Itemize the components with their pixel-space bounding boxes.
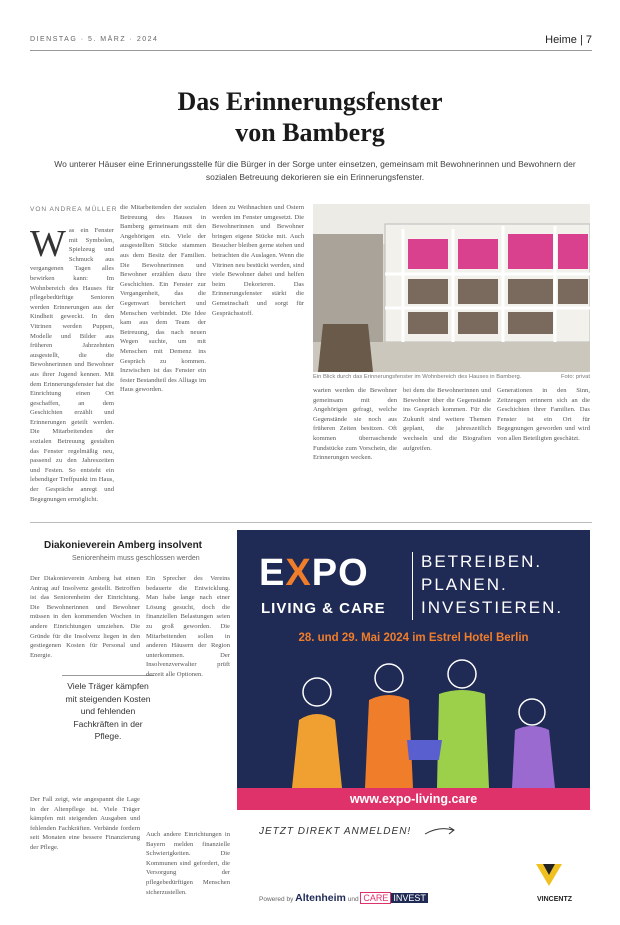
living-care-label: LIVING & CARE: [261, 600, 386, 617]
powered-label: Powered by: [259, 896, 294, 903]
powered-by: [259, 892, 428, 904]
article-photo: [313, 204, 590, 372]
ad-footer: [237, 810, 590, 917]
tagline-1: BETREIBEN.: [421, 552, 543, 571]
article-column-5: bei dem die Bewohnerinnen und Bewohner über die Gegenstände ins Gespräch kommen. Für die Zukunft sind weitere Themen geplant, die jahreszeitlich wechseln und die Biografien aufgreifen.: [403, 387, 491, 452]
vincentz-label: VINCENTZ: [537, 896, 572, 903]
und-label: und: [347, 896, 359, 903]
expo-logo: [259, 552, 369, 595]
photo-caption: [313, 374, 590, 380]
title-line-2: von Bamberg: [235, 118, 385, 147]
diakonie-column-2: Ein Sprecher des Vereins bedauerte die Entwicklung. Man habe lange nach einer Lösung gesucht, doch die finanziellen Belastungen seien zu groß geworden. Die Mitarbeitenden sollen in anderen Häusern der Region unterkommen. Der Insolvenzverwalter prüft derzeit alle Optionen.: [146, 575, 230, 678]
article-column-3: Ideen zu Weihnachten und Ostern werden im Fenster umgesetzt. Die Bewohnerinnen und Bewohner bringen eigene Stücke mit. Auch Besucher bleiben gerne stehen und betrachten die Auslagen. Wenn die Vitrinen neu bestückt werden, sind viele Bewohner dabei und helfen beim Dekorieren. Das Erinnerungsfenster stärkt die Gemeinschaft und sorgt für Gesprächsstoff.: [212, 204, 304, 317]
care-logo: CARE: [360, 892, 391, 904]
tagline-2: PLANEN.: [421, 575, 508, 594]
article-column-2: die Mitarbeitenden der sozialen Betreuung des Hauses in Bamberg gemeinsam mit den Angehörigen ein. Viele der ausgestellten Stücke stammen aus dem Besitz der Familien. Die Bewohnerinnen und Bewohner erzählen dazu ihre Geschichten. Ein Fenster zur Vergangenheit, das die Gegenwart bereichert und Menschen verbindet. Die Idee kam aus dem Team der Betreuung, das nach neuen Wegen suchte, um mit Menschen mit Demenz ins Gespräch zu kommen. Inzwischen ist das Fenster ein fester Bestandteil des Alltags im Haus geworden.: [120, 204, 206, 394]
section-divider: [30, 522, 592, 523]
tagline-3: INVESTIEREN.: [421, 598, 564, 617]
event-url[interactable]: www.expo-living.care: [237, 788, 590, 810]
diakonie-column-1b: Der Fall zeigt, wie angespannt die Lage in der Altenpflege ist. Viele Träger kämpfen mit steigenden Ausgaben und fehlenden Fachkräften. Verbände fordern seit Monaten eine bessere Finanzierung der Pflege.: [30, 796, 140, 851]
diakonie-subtitle: Seniorenheim muss geschlossen werden: [72, 555, 200, 562]
article-column-1: [30, 226, 114, 516]
title-line-1: Das Erinnerungsfenster: [177, 87, 443, 116]
logo-po: PO: [311, 552, 369, 594]
logo-e: E: [259, 552, 286, 594]
diakonie-column-1: Der Diakonieverein Amberg hat einen Antrag auf Insolvenz gestellt. Betroffen ist das Seniorenheim der Einrichtung. Die Bewohnerinnen und Bewohner müssen in den kommenden Wochen in andere Einrichtungen umziehen. Die Gründe für die Insolvenz liegen in den gestiegenen Kosten für Personal und Energie.: [30, 575, 140, 659]
register-cta[interactable]: JETZT DIREKT ANMELDEN!: [259, 826, 412, 837]
article-title: [0, 86, 620, 148]
altenheim-logo: Altenheim: [295, 892, 346, 904]
logo-x: X: [285, 552, 312, 594]
vincentz-logo-icon: [534, 860, 564, 890]
diakonie-title: Diakonieverein Amberg insolvent: [44, 540, 203, 551]
page-header: [30, 34, 592, 51]
caption-text: Ein Blick durch das Erinnerungsfenster im Wohnbereich des Hauses in Bamberg.: [313, 374, 522, 380]
invest-logo: INVEST: [393, 893, 426, 903]
photo-credit: Foto: privat: [561, 374, 590, 380]
people-illustration: [257, 650, 570, 788]
arrow-icon: [423, 824, 459, 838]
column-text: as ein Fenster mit Symbolen, Spielzeug und Schmuck aus vergangenen Tagen alles bewirken kann: Im Wohnbereich des Hauses für pflegebedürftige Senioren werden Erinnerungen aus der Kindheit geweckt. In den Vitrinen werden Puppen, Modelle und Bilder aus früheren Jahrzehnten ausgestellt, die die Bewohnerinnen und Bewohner aus ihrer Jugend kennen. Mit dem Erinnerungsfenster hat die Einrichtung einen Ort geschaffen, an dem Geschichten erzählt und Erinnerungen geteilt werden. Die Mitarbeitenden der sozialen Betreuung gestalten das Fenster regelmäßig neu, passend zu den Jahreszeiten und Festen. So entsteht ein lebendiger Treffpunkt im Haus, der Gespräche anregt und Begegnungen ermöglicht.: [30, 227, 114, 503]
header-section-page: Heime | 7: [545, 34, 592, 46]
display-window-illustration: [313, 204, 590, 372]
diakonie-column-2b: Auch andere Einrichtungen in Bayern melden finanzielle Schwierigkeiten. Die Kommunen sind gefordert, die Versorgung der pflegebedürftigen Menschen sicherzustellen.: [146, 831, 230, 896]
expo-advertisement[interactable]: [237, 530, 590, 917]
event-date: 28. und 29. Mai 2024 im Estrel Hotel Berlin: [298, 632, 529, 644]
article-column-4: warten werden die Bewohner gemeinsam mit den Angehörigen gefragt, welche Gegenstände sie noch aus früheren Zeiten besitzen. Oft kommen überraschende Fundstücke zum Vorschein, die Erinnerungen wecken.: [313, 387, 397, 462]
header-date: DIENSTAG · 5. MÄRZ · 2024: [30, 36, 159, 43]
article-lead: Wo unterer Häuser eine Erinnerungsstelle für die Bürger in der Sorge unter einsetzen, gemeinsam mit Bewohnerinnen und Bewohnern der sozialen Betreuung dekorieren sie ein Erinnerungsfenster.: [54, 159, 576, 182]
article-author: VON ANDREA MÜLLER: [30, 206, 118, 213]
drop-cap: W: [30, 226, 66, 265]
article-column-6: Generationen in den Sinn, Zeitzeugen erinnern sich an die Geschichten ihrer Familien. Das Fenster ist ein Ort für Begegnungen geworden und wird von allen Beteiligten geschätzt.: [497, 387, 590, 442]
pull-quote: Viele Träger kämpfen mit steigenden Kosten und fehlenden Fachkräften in der Pflege.: [62, 675, 154, 743]
ad-divider: [412, 552, 413, 620]
